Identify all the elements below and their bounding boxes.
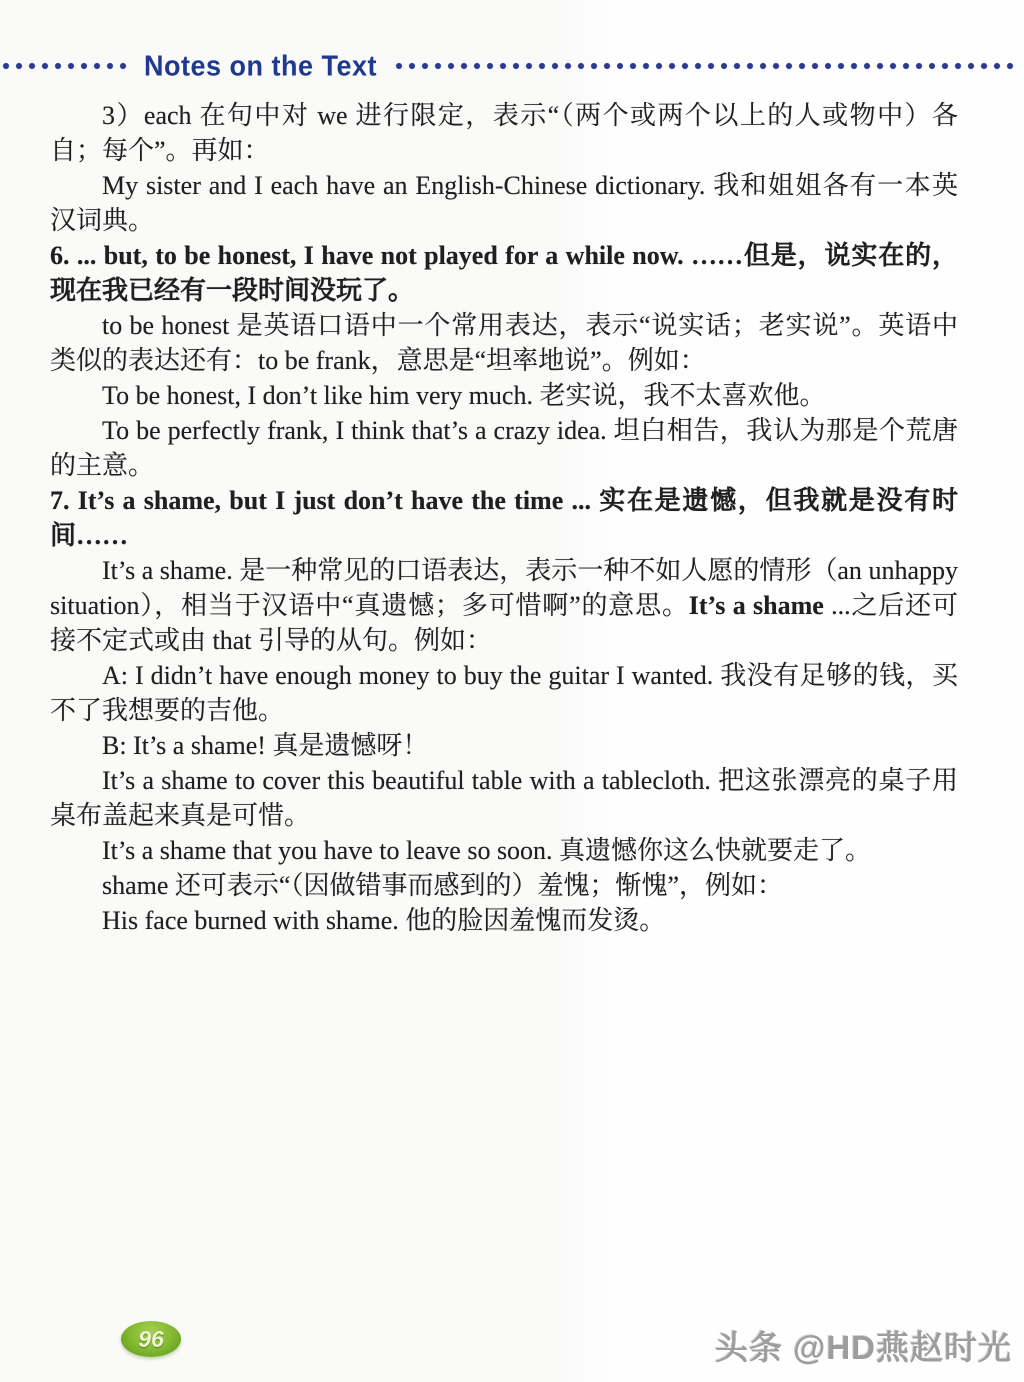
text-run: A: I didn’t have enough money to buy the guitar I wanted. 我没有足够的钱，买不了我想要的吉他。	[50, 661, 958, 725]
text-run: B: It’s a shame! 真是遗憾呀！	[102, 731, 429, 760]
text-run: to be honest 是英语口语中一个常用表达，表示“说实话；老实说”。英语中类似的表达还有：to be frank，意思是“坦率地说”。例如：	[50, 311, 958, 375]
paragraph	[50, 378, 958, 413]
paragraph	[50, 308, 958, 378]
text-run: My sister and I each have an English-Chinese dictionary. 我和姐姐各有一本英汉词典。	[50, 171, 958, 235]
paragraph	[50, 238, 958, 308]
paragraph	[50, 763, 958, 833]
paragraph	[50, 728, 958, 763]
paragraph	[50, 553, 958, 658]
text-run: It’s a shame to cover this beautiful table with a tablecloth. 把这张漂亮的桌子用桌布盖起来真是可惜。	[50, 766, 958, 830]
paragraph	[50, 168, 958, 238]
paragraph	[50, 833, 958, 868]
section-title: Notes on the Text	[144, 49, 378, 82]
watermark: 头条 @HD燕赵时光	[714, 1329, 1012, 1366]
paragraph	[50, 868, 958, 903]
text-run: shame 还可表示“（因做错事而感到的）羞愧；惭愧”，例如：	[102, 871, 784, 900]
text-run: To be honest, I don’t like him very much. 老实说，我不太喜欢他。	[102, 381, 826, 410]
paragraph	[50, 413, 958, 483]
paragraph	[50, 483, 958, 553]
text-run: 6. ... but, to be honest, I have not played for a while now. ……但是，说实在的，现在我已经有一段时间没玩了。	[50, 241, 958, 305]
text-run: It’s a shame that you have to leave so soon. 真遗憾你这么快就要走了。	[102, 836, 872, 865]
text-run: To be perfectly frank, I think that’s a crazy idea. 坦白相告，我认为那是个荒唐的主意。	[50, 416, 958, 480]
section-header	[0, 50, 1024, 82]
paragraph	[50, 658, 958, 728]
text-run: His face burned with shame. 他的脸因羞愧而发烫。	[102, 906, 666, 935]
text-run: It’s a shame. 是一种常见的口语表达，表示一种不如人愿的情形（an unhappy situation），相当于汉语中“真遗憾；多可惜啊”的意思。	[50, 556, 958, 620]
paragraph	[50, 98, 958, 168]
page-number-badge: 96	[121, 1321, 181, 1357]
dotted-line-right-icon	[393, 61, 1020, 71]
notes-content	[50, 98, 958, 938]
text-run: ...之后还可接不定式或由 that 引导的从句。例如：	[50, 591, 958, 655]
text-run: 7. It’s a shame, but I just don’t have the time ... 实在是遗憾，但我就是没有时间……	[50, 486, 958, 550]
dotted-line-left-icon	[0, 61, 132, 71]
text-run: 3）each 在句中对 we 进行限定，表示“（两个或两个以上的人或物中）各自；每个”。再如：	[50, 101, 958, 165]
text-run: It’s a shame	[688, 591, 824, 620]
paragraph	[50, 903, 958, 938]
